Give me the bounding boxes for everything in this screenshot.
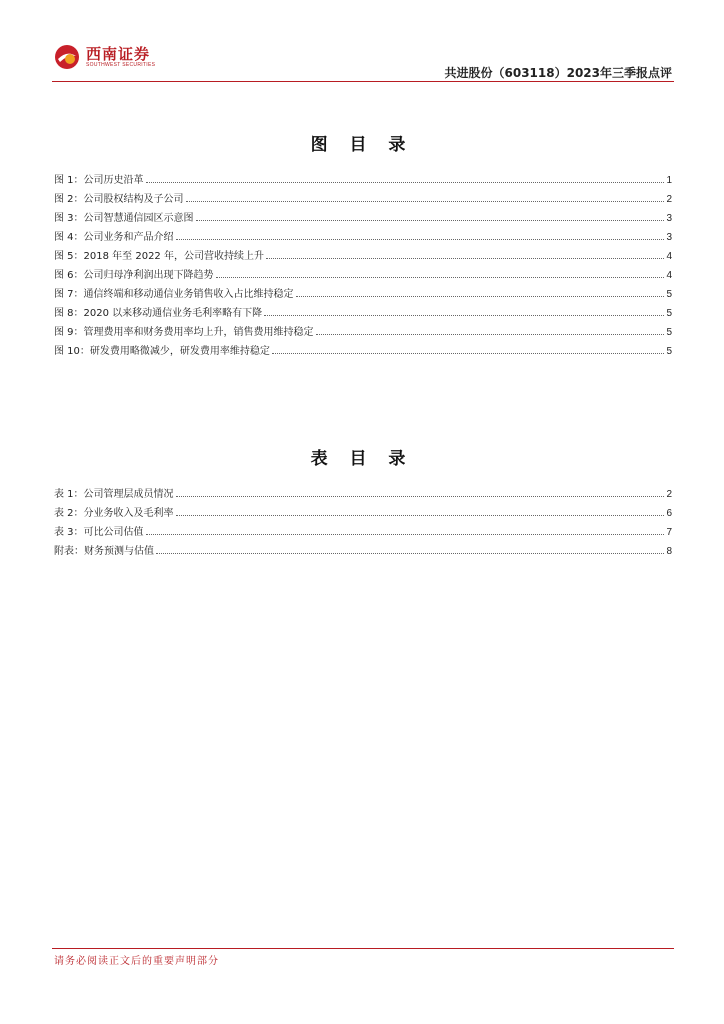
toc-page-number: 2 [666,489,672,500]
figures-toc-title: 图 目 录 [310,135,414,155]
toc-entry[interactable] [54,281,672,300]
toc-dot-leader [146,534,665,535]
header-divider [52,81,674,82]
toc-entry[interactable] [54,262,672,281]
toc-page-number: 5 [666,308,672,319]
toc-entry-label: 图 3：公司智慧通信园区示意图 [54,213,194,224]
toc-page-number: 2 [666,194,672,205]
company-logo [54,44,155,70]
toc-entry-label: 图 4：公司业务和产品介绍 [54,232,174,243]
toc-entry[interactable] [54,538,672,557]
toc-dot-leader [296,296,665,297]
toc-dot-leader [264,315,664,316]
toc-entry-label: 图 7：通信终端和移动通信业务销售收入占比维持稳定 [54,289,294,300]
footer-divider [52,948,674,949]
report-title: 共进股份（603118）2023年三季报点评 [444,66,672,80]
toc-entry-label: 图 2：公司股权结构及子公司 [54,194,184,205]
toc-entry[interactable] [54,205,672,224]
toc-entry[interactable] [54,519,672,538]
toc-entry[interactable] [54,319,672,338]
toc-dot-leader [272,353,665,354]
toc-dot-leader [146,182,665,183]
toc-entry[interactable] [54,243,672,262]
toc-entry-label: 图 6：公司归母净利润出现下降趋势 [54,270,214,281]
toc-entry[interactable] [54,186,672,205]
toc-dot-leader [316,334,665,335]
toc-entry-label: 表 2：分业务收入及毛利率 [54,508,174,519]
toc-dot-leader [176,239,665,240]
toc-entry-label: 图 10：研发费用略微减少，研发费用率维持稳定 [54,346,270,357]
logo-chinese-name: 西南证券 [86,44,151,63]
toc-dot-leader [156,553,664,554]
toc-page-number: 8 [666,546,672,557]
toc-entry-label: 图 1：公司历史沿革 [54,175,144,186]
toc-dot-leader [196,220,665,221]
toc-dot-leader [216,277,665,278]
toc-dot-leader [186,201,665,202]
toc-entry-label: 图 8：2020 以来移动通信业务毛利率略有下降 [54,308,263,319]
toc-entry-label: 表 3：可比公司估值 [54,527,144,538]
toc-page-number: 7 [666,527,672,538]
logo-text [86,46,155,69]
toc-page-number: 1 [666,175,672,186]
toc-entry[interactable] [54,224,672,243]
tables-toc-list [54,481,672,557]
toc-page-number: 3 [666,232,672,243]
toc-page-number: 3 [666,213,672,224]
toc-page-number: 6 [666,508,672,519]
logo-english-name: SOUTHWEST SECURITIES [86,61,156,68]
toc-entry[interactable] [54,167,672,186]
toc-page-number: 5 [666,327,672,338]
footer-disclaimer: 请务必阅读正文后的重要声明部分 [54,956,219,967]
toc-entry[interactable] [54,300,672,319]
toc-entry[interactable] [54,338,672,357]
toc-entry-label: 表 1：公司管理层成员情况 [54,489,174,500]
toc-page-number: 4 [666,270,672,281]
toc-entry-label: 图 9：管理费用率和财务费用率均上升，销售费用维持稳定 [54,327,314,338]
toc-page-number: 4 [666,251,672,262]
toc-dot-leader [176,515,665,516]
figures-toc-list [54,167,672,357]
logo-emblem-icon [54,44,80,70]
toc-dot-leader [176,496,665,497]
toc-entry[interactable] [54,481,672,500]
tables-toc-title: 表 目 录 [310,449,414,469]
toc-dot-leader [266,258,664,259]
toc-page-number: 5 [666,346,672,357]
toc-entry-label: 图 5：2018 年至 2022 年，公司营收持续上升 [54,251,264,262]
toc-entry-label: 附表：财务预测与估值 [54,546,154,557]
toc-page-number: 5 [666,289,672,300]
toc-entry[interactable] [54,500,672,519]
